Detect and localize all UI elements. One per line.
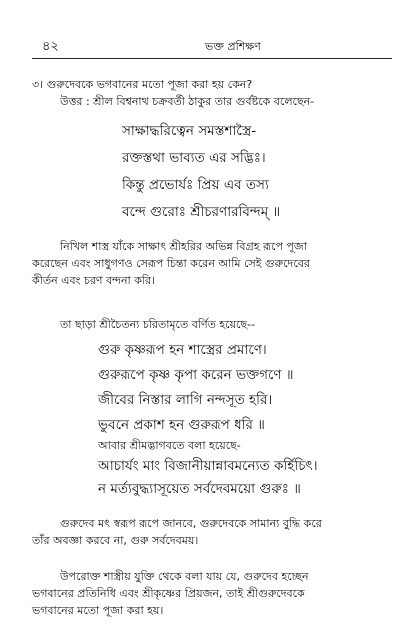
running-title: ভক্ত প্রশিক্ষণ	[205, 40, 261, 53]
verse-line: জীবের নিস্তার লাগি নন্দসূত হরি।	[98, 392, 273, 408]
bhagavatam-intro: আবার শ্রীমদ্ভাগবতে বলা হয়েছে-	[98, 439, 241, 452]
header-rule	[32, 58, 392, 59]
verse-line: বন্দে গুরোঃ শ্রীচরণারবিন্দম্ ॥	[122, 204, 281, 220]
verse-line: আচার্যং মাং বিজানীয়ান্নাবমন্যেত কর্হিচিৎ।	[98, 458, 318, 474]
verse-line: ভুবনে প্রকাশ হন গুরুরূপ ধরি ॥	[98, 417, 265, 433]
paragraph-line: ভগবানের প্রতিনিধি এবং শ্রীকৃষ্ণের প্রিয়জন, তাই শ্রীগুরুদেবকে	[32, 587, 305, 600]
verse-line: ন মর্ত্যবুদ্ধ্যাসূয়েত সর্বদেবময়ো গুরুঃ ॥	[98, 481, 301, 497]
question-heading: ৩। গুরুদেবকে ভগবানের মতো পূজা করা হয় কেন?	[32, 78, 253, 91]
verse-line: গুরুরূপে কৃষ্ণ কৃপা করেন ভক্তগণে ॥	[98, 367, 294, 383]
answer-intro: উত্তর : শ্রীল বিশ্বনাথ চক্রবর্তী ঠাকুর তার গুর্বষ্টকে বলেছেন-	[60, 95, 315, 108]
verse-line: গুরু কৃষ্ণরূপ হন শাস্ত্রের প্রমাণে।	[98, 342, 267, 358]
verse-line: কিন্তু প্রভোর্যঃ প্রিয় এব তস্য	[122, 177, 269, 193]
paragraph-line: ভগবানের মতো পূজা করা হয়।	[32, 604, 164, 617]
cc-intro: তা ছাড়া শ্রীচৈতন্য চরিতামৃতে বর্ণিত হয়েছে--	[60, 318, 256, 331]
paragraph-line: গুরুদেব মৎ স্বরূপ রূপে জানবে, গুরুদেবকে সামান্য বুদ্ধি করে	[60, 517, 322, 530]
paragraph-line: করেছেন এবং সাধুগণও সেরূপ চিন্তা করেন আমি সেই গুরুদেবের	[32, 257, 310, 270]
verse-line: সাক্ষাদ্ধরিত্বেন সমস্তশাস্ত্রৈ-	[122, 123, 257, 139]
verse-line: রক্তস্তথা ভাব্যত এর সদ্ভিঃ।	[122, 150, 266, 166]
paragraph-line: নিখিল শাস্ত্র যাঁকে সাক্ষাৎ শ্রীহরির অভিন্ন বিগ্রহ রূপে পূজা	[60, 240, 307, 253]
paragraph-line: তাঁর অবজ্ঞা করবে না, গুরু সর্বদেবময়।	[32, 534, 199, 547]
paragraph-line: উপরোক্ত শাস্ত্রীয় যুক্তি থেকে বলা যায় যে, গুরুদেব হচ্ছেন	[60, 570, 309, 583]
page-number: ৪২	[42, 39, 59, 54]
paragraph-line: কীর্তন এবং চরণ বন্দনা করি।	[32, 274, 156, 287]
